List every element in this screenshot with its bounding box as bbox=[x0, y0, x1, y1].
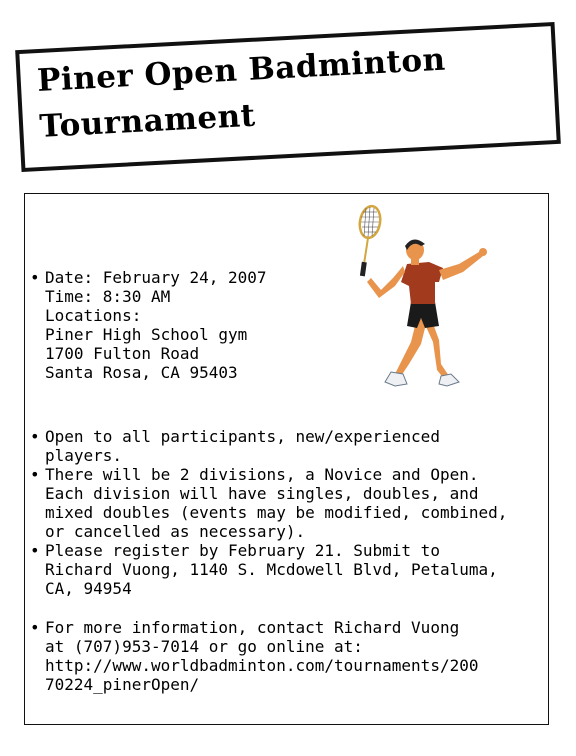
title-line-2: Tournament bbox=[38, 97, 257, 145]
info-line: Each division will have singles, doubles, and bbox=[45, 484, 479, 503]
info-item-divisions bbox=[45, 465, 507, 541]
bullet-1: • bbox=[30, 427, 40, 446]
venue-street: 1700 Fulton Road bbox=[45, 344, 200, 363]
info-line: players. bbox=[45, 446, 123, 465]
info-item-register bbox=[45, 541, 498, 598]
racket-icon bbox=[357, 205, 382, 277]
locations-label: Locations: bbox=[45, 306, 142, 325]
badminton-player-illustration bbox=[355, 202, 501, 402]
info-line: Please register by February 21. Submit to bbox=[45, 541, 440, 560]
info-line: Richard Vuong, 1140 S. Mcdowell Blvd, Petaluma, bbox=[45, 560, 498, 579]
info-item-open bbox=[45, 427, 440, 465]
info-panel bbox=[24, 193, 549, 725]
info-line: mixed doubles (events may be modified, combined, bbox=[45, 503, 508, 522]
bullet-3: • bbox=[30, 541, 40, 560]
venue-name: Piner High School gym bbox=[45, 325, 248, 344]
bullet-4: • bbox=[30, 618, 40, 637]
venue-city: Santa Rosa, CA 95403 bbox=[45, 363, 238, 382]
info-line: For more information, contact Richard Vuong bbox=[45, 618, 460, 637]
info-item-contact bbox=[45, 618, 478, 694]
info-line: at (707)953-7014 or go online at: bbox=[45, 637, 363, 656]
tournament-url[interactable]: http://www.worldbadminton.com/tournaments/200 bbox=[45, 656, 479, 675]
event-time: Time: 8:30 AM bbox=[45, 287, 171, 306]
info-line: There will be 2 divisions, a Novice and Open. bbox=[45, 465, 479, 484]
info-line: or cancelled as necessary). bbox=[45, 522, 306, 541]
title-line-1: Piner Open Badminton bbox=[36, 41, 447, 99]
tournament-url-cont[interactable]: 70224_pinerOpen/ bbox=[45, 675, 200, 694]
bullet-details: • bbox=[30, 268, 40, 287]
event-date: Date: February 24, 2007 bbox=[45, 268, 267, 287]
event-details bbox=[45, 268, 267, 382]
info-line: CA, 94954 bbox=[45, 579, 132, 598]
bullet-2: • bbox=[30, 465, 40, 484]
info-line: Open to all participants, new/experienced bbox=[45, 427, 440, 446]
